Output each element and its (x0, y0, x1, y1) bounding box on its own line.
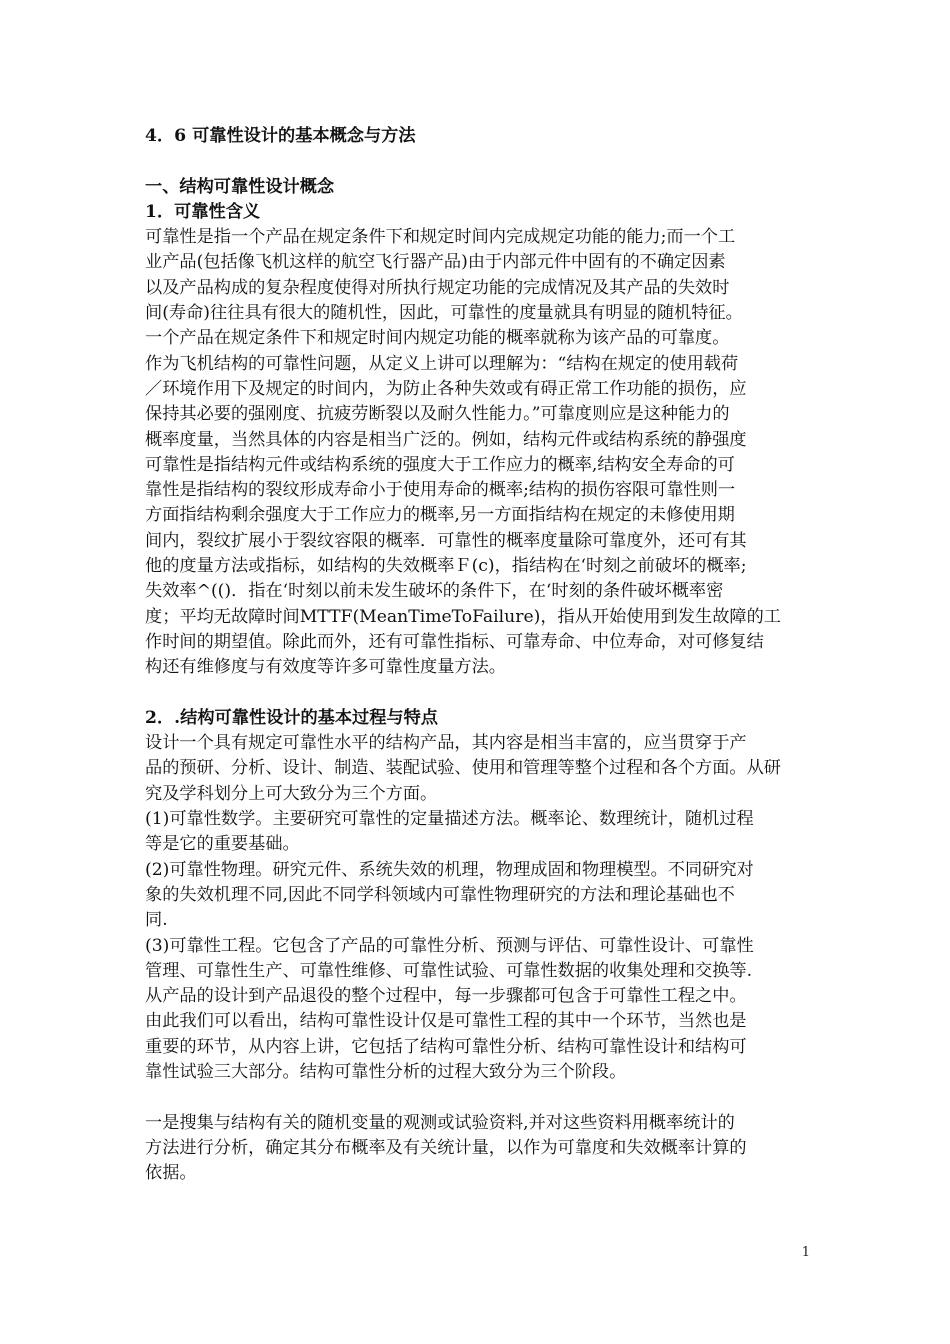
text-line: 以及产品构成的复杂程度使得对所执行规定功能的完成情况及其产品的失效时 (145, 277, 730, 298)
text-line: 设计一个具有规定可靠性水平的结构产品，其内容是相当丰富的，应当贯穿于产 (145, 733, 747, 754)
section-title: 4．6 可靠性设计的基本概念与方法 (145, 126, 416, 146)
paragraph-reliability-definition (145, 225, 815, 680)
text-line: (1)可靠性数学。主要研究可靠性的定量描述方法。概率论、数理统计，随机过程 (145, 809, 754, 830)
text-line: 方法进行分析，确定其分布概率及有关统计量，以作为可靠度和失效概率计算的 (145, 1137, 747, 1158)
text-line: 他的度量方法或指标，如结构的失效概率Ｆ(c)，指结构在‘时刻之前破坏的概率; (145, 556, 747, 577)
text-line: 失效率^(()．指在‘时刻以前未发生破坏的条件下，在‘时刻的条件破坏概率密 (145, 581, 724, 602)
text-line: 究及学科划分上可大致分为三个方面。 (145, 783, 438, 804)
text-line: 重要的环节，从内容上讲，它包括了结构可靠性分析、结构可靠性设计和结构可 (145, 1036, 747, 1057)
text-line: (3)可靠性工程。它包含了产品的可靠性分析、预测与评估、可靠性设计、可靠性 (145, 935, 754, 956)
page-number: 1 (801, 1245, 810, 1260)
text-line: 依据。 (145, 1163, 197, 1184)
text-line: 作为飞机结构的可靠性问题，从定义上讲可以理解为：“结构在规定的使用载荷 (145, 353, 739, 374)
text-line: 由此我们可以看出，结构可靠性设计仅是可靠性工程的其中一个环节，当然也是 (145, 1011, 747, 1032)
text-line: 等是它的重要基础。 (145, 834, 300, 855)
spacer (145, 149, 815, 174)
text-line: ／环境作用下及规定的时间内，为防止各种失效或有碍正常工作功能的损伤，应 (145, 378, 747, 399)
text-line: 间(寿命)往往具有很大的随机性，因此，可靠性的度量就具有明显的随机特征。 (145, 303, 743, 324)
document-page (145, 124, 815, 1186)
text-line: 从产品的设计到产品退役的整个过程中，每一步骤都可包含于可靠性工程之中。 (145, 986, 747, 1007)
text-line: 概率度量，当然具体的内容是相当广泛的。例如，结构元件或结构系统的静强度 (145, 429, 747, 450)
text-line: 业产品(包括像飞机这样的航空飞行器产品)由于内部元件中固有的不确定因素 (145, 252, 726, 273)
text-line: 一个产品在规定条件下和规定时间内规定功能的概率就称为该产品的可靠度。 (145, 328, 730, 349)
sub2-heading: 2．.结构可靠性设计的基本过程与特点 (145, 707, 438, 728)
text-line: 可靠性是指结构元件或结构系统的强度大于工作应力的概率,结构安全寿命的可 (145, 454, 735, 475)
part1-heading: 一、结构可靠性设计概念 (145, 176, 335, 197)
text-line: 构还有维修度与有效度等许多可靠性度量方法。 (145, 657, 506, 678)
text-line: 保持其必要的强刚度、抗疲劳断裂以及耐久性能力。”可靠度则应是这种能力的 (145, 404, 730, 425)
text-line: 可靠性是指一个产品在规定条件下和规定时间内完成规定功能的能力;而一个工 (145, 227, 736, 248)
sub1-heading: 1．可靠性含义 (145, 201, 261, 222)
text-line: 间内，裂纹扩展小于裂纹容限的概率．可靠性的概率度量除可靠度外，还可有其 (145, 530, 747, 551)
text-line: 度；平均无故障时间MTTF(MeanTimeToFailure)，指从开始使用到发生故障的工 (145, 606, 781, 627)
text-line: 管理、可靠性生产、可靠性维修、可靠性试验、可靠性数据的收集处理和交换等. (145, 960, 753, 981)
text-line: (2)可靠性物理。研究元件、系统失效的机理，物理成固和物理模型。不同研究对 (145, 859, 754, 880)
text-line: 方面指结构剩余强度大于工作应力的概率,另一方面指结构在规定的未修使用期 (145, 505, 735, 526)
text-line: 同. (145, 910, 168, 931)
text-line: 靠性试验三大部分。结构可靠性分析的过程大致分为三个阶段。 (145, 1061, 627, 1082)
paragraph-design-process (145, 731, 815, 1085)
text-line: 一是搜集与结构有关的随机变量的观测或试验资料,并对这些资料用概率统计的 (145, 1112, 735, 1133)
text-line: 作时间的期望值。除此而外，还有可靠性指标、可靠寿命、中位寿命，对可修复结 (145, 631, 764, 652)
spacer (145, 681, 815, 706)
paragraph-stage-one (145, 1111, 815, 1187)
text-line: 品的预研、分析、设计、制造、装配试验、使用和管理等整个过程和各个方面。从研 (145, 758, 781, 779)
spacer (145, 1085, 815, 1110)
text-line: 靠性是指结构的裂纹形成寿命小于使用寿命的概率;结构的损伤容限可靠性则一 (145, 480, 736, 501)
text-line: 象的失效机理不同,因此不同学科领域内可靠性物理研究的方法和理论基础也不 (145, 884, 735, 905)
